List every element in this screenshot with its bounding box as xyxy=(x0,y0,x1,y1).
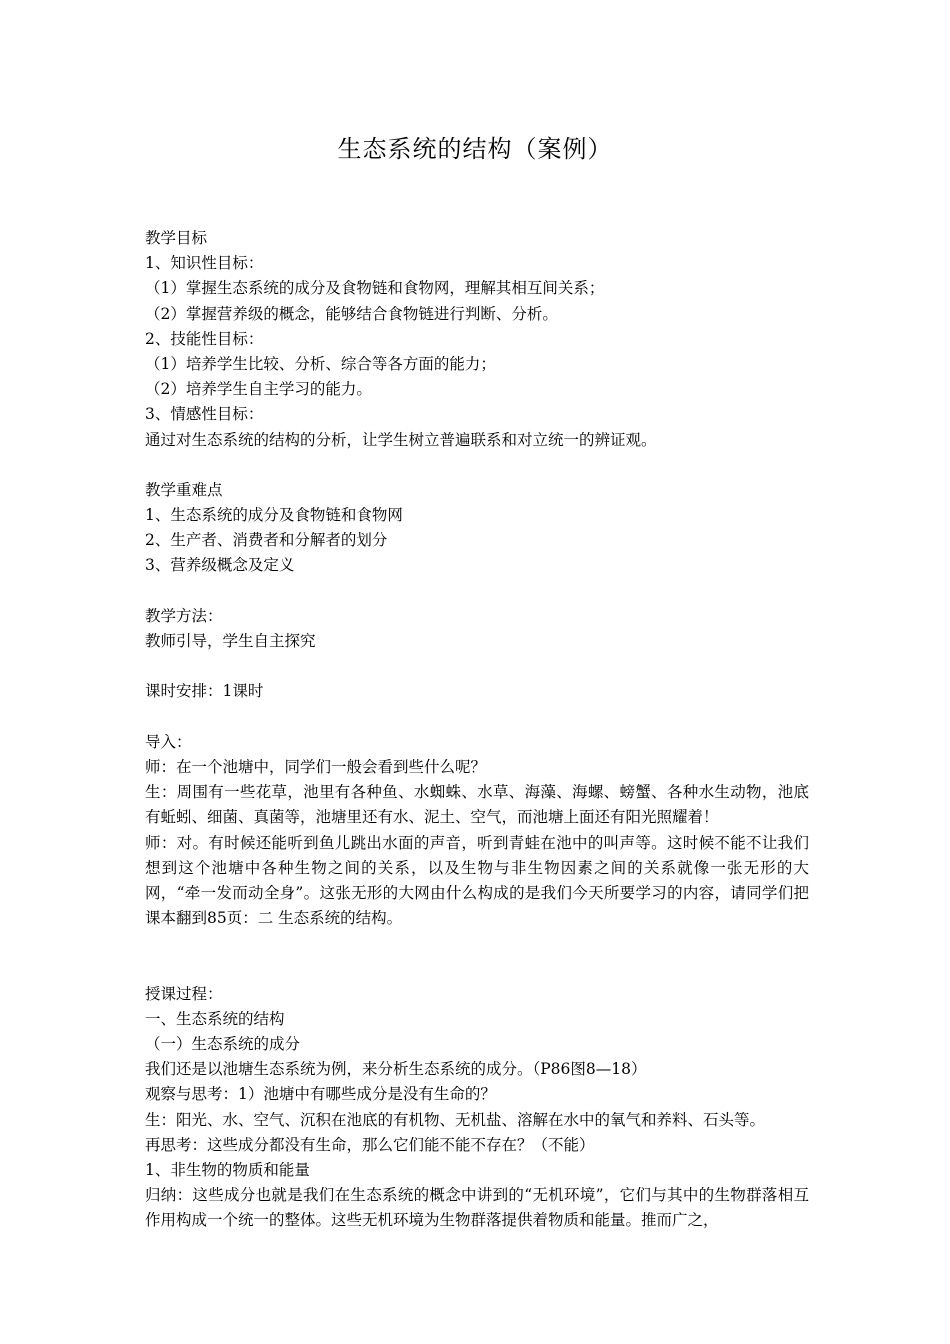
intro-heading: 导入： xyxy=(145,732,192,751)
process-line: 再思考：这些成分都没有生命，那么它们能不能不存在？（不能） xyxy=(145,1135,595,1154)
knowledge-objective-item: （1）掌握生态系统的成分及食物链和食物网，理解其相互间关系； xyxy=(145,279,605,298)
process-paragraph: 归纳：这些成分也就是我们在生态系统的概念中讲到的“无机环境”，它们与其中的生物群落相互作用构成一个统一的整体。这些无机环境为生物群落提供着物质和能量。推而广之， xyxy=(145,1186,809,1230)
emotion-objective-heading: 3、情感性目标： xyxy=(145,405,264,424)
objectives-heading: 教学目标 xyxy=(145,229,208,247)
skill-objective-item: （2）培养学生自主学习的能力。 xyxy=(145,380,372,399)
spacer xyxy=(145,705,809,730)
key-point-item: 1、生态系统的成分及食物链和食物网 xyxy=(145,506,403,525)
spacer xyxy=(145,453,809,478)
skill-objective-item: （1）培养学生比较、分析、综合等各方面的能力； xyxy=(145,354,496,373)
spacer xyxy=(145,654,809,679)
document-body xyxy=(145,226,809,1234)
intro-teacher-line: 师：在一个池塘中，同学们一般会看到些什么呢？ xyxy=(145,757,487,776)
knowledge-objective-heading: 1、知识性目标： xyxy=(145,254,264,273)
key-points-heading: 教学重难点 xyxy=(145,480,223,499)
schedule-text: 课时安排：1课时 xyxy=(145,682,264,701)
process-line: 生：阳光、水、空气、沉积在池底的有机物、无机盐、溶解在水中的氧气和养料、石头等。 xyxy=(145,1110,766,1129)
process-subheading: 1、非生物的物质和能量 xyxy=(145,1161,310,1180)
spacer xyxy=(145,931,809,981)
process-line: 观察与思考：1）池塘中有哪些成分是没有生命的？ xyxy=(145,1085,496,1104)
subsection-heading: （一）生态系统的成分 xyxy=(145,1035,301,1054)
spacer xyxy=(145,579,809,604)
skill-objective-heading: 2、技能性目标： xyxy=(145,329,264,348)
intro-student-paragraph: 生：周围有一些花草，池里有各种鱼、水蜘蛛、水草、海藻、海螺、螃蟹、各种水生动物，池底有蚯蚓、细菌、真菌等，池塘里还有水、泥土、空气，而池塘上面还有阳光照耀着！ xyxy=(145,783,809,827)
knowledge-objective-item: （2）掌握营养级的概念，能够结合食物链进行判断、分析。 xyxy=(145,304,558,323)
emotion-objective-item: 通过对生态系统的结构的分析，让学生树立普遍联系和对立统一的辨证观。 xyxy=(145,430,657,449)
key-point-item: 3、营养级概念及定义 xyxy=(145,556,295,575)
method-heading: 教学方法： xyxy=(145,606,223,625)
intro-teacher-paragraph: 师：对。有时候还能听到鱼儿跳出水面的声音，听到青蛙在池中的叫声等。这时候不能不让我们想到这个池塘中各种生物之间的关系，以及生物与非生物因素之间的关系就像一张无形的大网，“牵一发而动全身”。这张无形的大网由什么构成的是我们今天所要学习的内容，请同学们把课本翻到85页：二 生态系统的结构。 xyxy=(145,833,809,928)
process-heading: 授课过程： xyxy=(145,984,223,1003)
method-text: 教师引导，学生自主探究 xyxy=(145,632,316,650)
key-point-item: 2、生产者、消费者和分解者的划分 xyxy=(145,531,388,550)
process-line: 我们还是以池塘生态系统为例，来分析生态系统的成分。（P86图8—18） xyxy=(145,1060,647,1079)
section-heading: 一、生态系统的结构 xyxy=(145,1009,285,1028)
document-title: 生态系统的结构（案例） xyxy=(337,135,613,163)
